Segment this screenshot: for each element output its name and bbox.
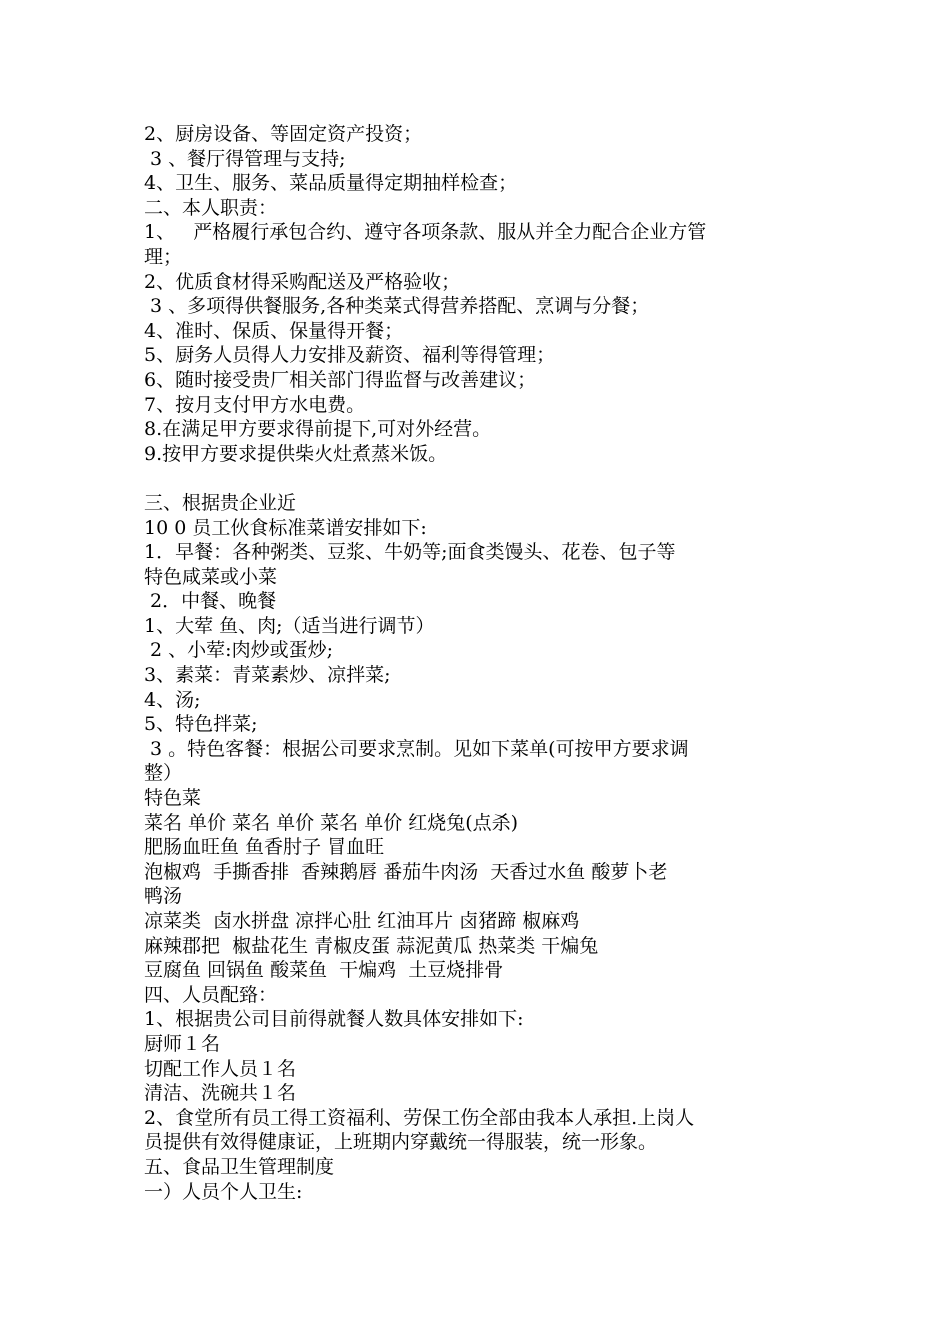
text-line: 特色咸菜或小菜 [144,565,278,588]
text-line: 6、随时接受贵厂相关部门得监督与改善建议； [144,368,537,391]
text-line: 8.在满足甲方要求得前提下,可对外经营。 [144,418,492,441]
menu-line: 肥肠血旺鱼 鱼香肘子 冒血旺 [144,836,385,859]
text-line: 2、优质食材得采购配送及严格验收； [144,270,461,293]
menu-line: 麻辣郡把 椒盐花生 青椒皮蛋 蒜泥黄瓜 热菜类 干煸兔 [144,934,599,957]
text-line: 3、素菜：青菜素炒、凉拌菜; [144,664,391,687]
text-line: 7、按月支付甲方水电费。 [144,393,366,416]
text-line: 4、汤; [144,688,201,711]
text-line: 1、根据贵公司目前得就餐人数具体安排如下: [144,1008,524,1031]
menu-line: 凉菜类 卤水拼盘 凉拌心肚 红油耳片 卤猪蹄 椒麻鸡 [144,910,580,932]
text-line: 2．中餐、晚餐 [144,590,277,613]
text-line: 1、 严格履行承包合约、遵守各项条款、服从并全力配合企业方管 [144,221,707,244]
menu-line: 豆腐鱼 回锅鱼 酸菜鱼 干煸鸡 土豆烧排骨 [144,959,504,982]
text-line: 3 、多项得供餐服务,各种类菜式得营养搭配、烹调与分餐； [144,295,650,318]
text-line: 2、食堂所有员工得工资福利、劳保工伤全部由我本人承担.上岗人 [144,1106,695,1129]
document-page [144,122,824,1204]
section-heading: 二、本人职责： [144,196,278,219]
text-line: 员提供有效得健康证，上班期内穿戴统一得服装，统一形象。 [144,1131,658,1154]
text-line: 9.按甲方要求提供柴火灶煮蒸米饭。 [144,442,448,465]
text-line: 2 、小荤:肉炒或蛋炒; [144,639,333,662]
text-line: 5、特色拌菜; [144,713,258,736]
text-line: 理； [144,245,183,268]
text-line: 10 0 员工伙食标准菜谱安排如下: [144,516,427,539]
menu-line: 泡椒鸡 手撕香排 香辣鹅唇 番茄牛肉汤 天香过水鱼 酸萝卜老 [144,860,668,883]
section-heading: 三、根据贵企业近 [144,491,297,514]
text-line: 特色菜 [144,787,202,810]
text-line: 3 、餐厅得管理与支持; [144,147,346,170]
section-heading: 五、食品卫生管理制度 [144,1155,335,1178]
text-line: 4、卫生、服务、菜品质量得定期抽样检查； [144,172,518,195]
section-heading: 四、人员配臵： [144,983,278,1006]
text-line: 厨师１名 [144,1032,221,1055]
text-line: 5、厨务人员得人力安排及薪资、福利等得管理； [144,344,556,367]
text-line: 3 。特色客餐：根据公司要求烹制。见如下菜单(可按甲方要求调 [144,737,689,760]
text-line: 1、大荤 鱼、肉;（适当进行调节） [144,614,435,637]
text-line: 2、厨房设备、等固定资产投资； [144,123,423,145]
blank-line [144,466,824,491]
text-line: 清洁、洗碗共１名 [144,1082,297,1105]
text-line: 切配工作人员１名 [144,1057,297,1080]
text-line: 一）人员个人卫生: [144,1180,303,1203]
menu-line: 菜名 单价 菜名 单价 菜名 单价 红烧兔(点杀) [144,811,519,834]
menu-line: 鸭汤 [144,885,183,908]
text-line: 整） [144,762,183,785]
text-line: 1．早餐：各种粥类、豆浆、牛奶等;面食类馒头、花卷、包子等 [144,541,676,564]
text-line: 4、准时、保质、保量得开餐； [144,319,404,342]
